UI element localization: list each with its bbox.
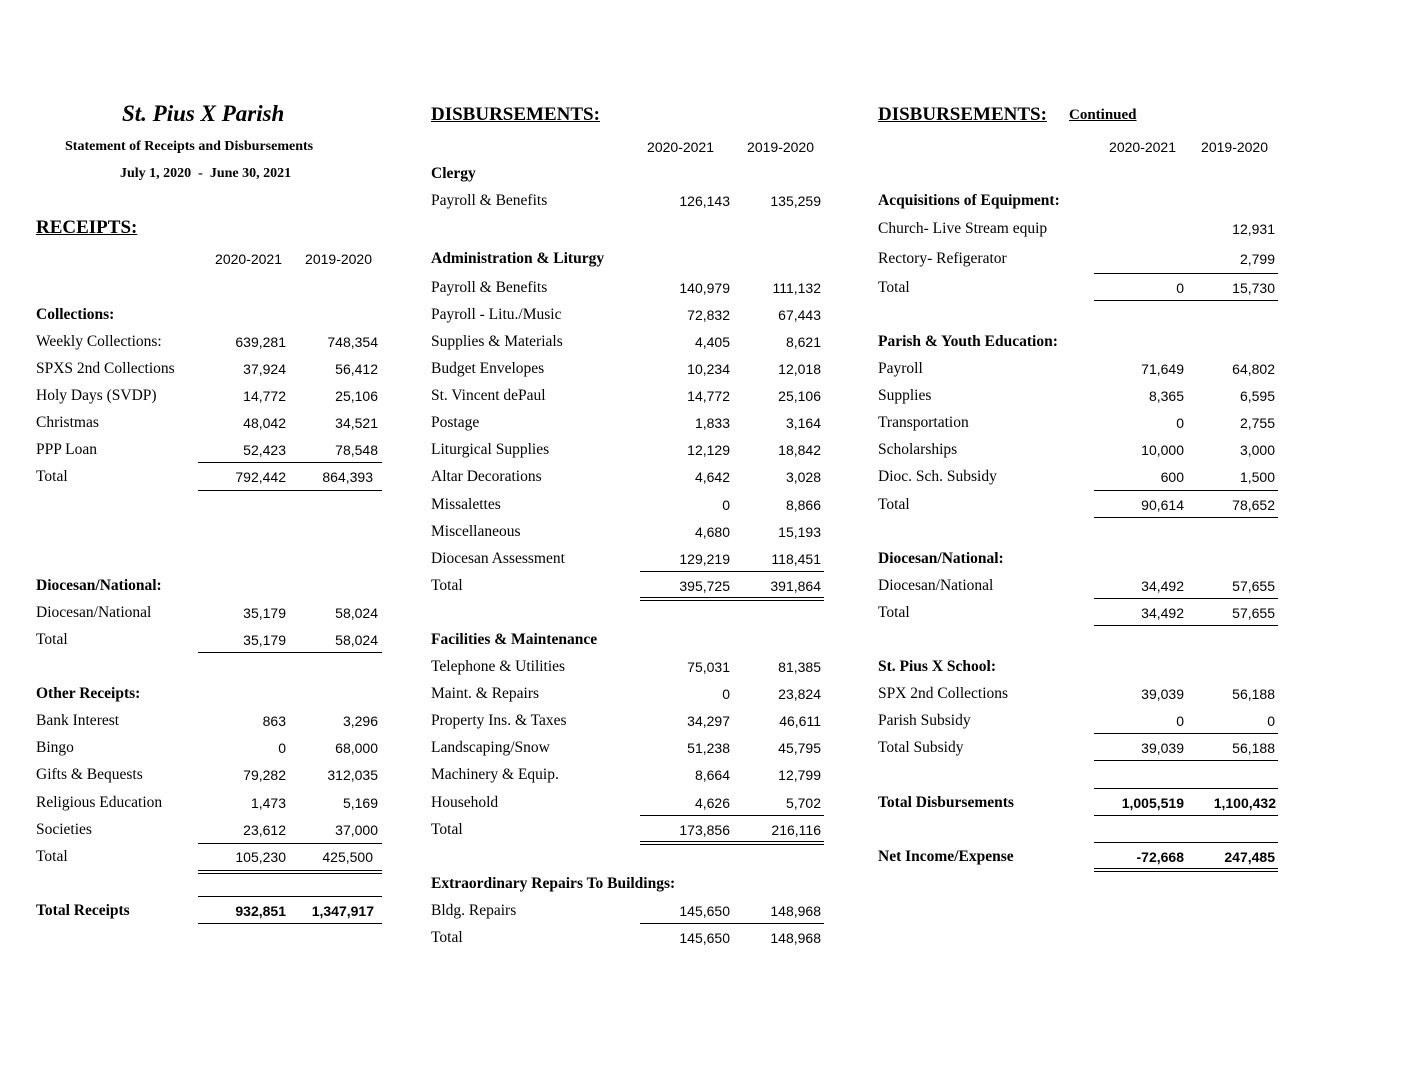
equipment-heading: Acquisitions of Equipment: [878,192,1060,209]
total-rule [198,652,382,653]
list-item-prior: 312,035 [327,767,378,783]
list-item-label: Payroll & Benefits [431,192,548,209]
parish-title: St. Pius X Parish [122,101,285,126]
list-item-current: 4,626 [694,795,730,811]
list-item-current: 48,042 [243,415,286,431]
list-item-label: Diocesan/National [36,604,152,621]
list-item-label: SPXS 2nd Collections [36,360,175,377]
list-item-prior: 46,611 [779,713,821,729]
list-item-prior: 25,106 [778,388,821,404]
list-item-label: Miscellaneous [431,523,521,540]
net-income-prior: 247,485 [1224,849,1275,865]
list-item-prior: 12,799 [778,767,821,783]
list-item-label: Budget Envelopes [431,360,545,377]
total-current: 34,492 [1141,605,1184,621]
list-item-label: Transportation [878,414,969,431]
list-item-current: 4,642 [694,469,730,485]
list-item-current: 79,282 [243,767,286,783]
list-item-label: Religious Education [36,794,163,811]
list-item-label: Dioc. Sch. Subsidy [878,468,997,485]
total-receipts-label: Total Receipts [36,902,130,919]
list-item-prior: 3,296 [342,713,378,729]
list-item-label: PPP Loan [36,441,98,458]
list-item-current: 10,234 [687,361,730,377]
list-item-label: Payroll - Litu./Music [431,306,562,323]
list-item-current: 23,612 [243,822,286,838]
list-item-current: 51,238 [687,740,730,756]
diocesan-heading: Diocesan/National: [36,577,162,594]
total-current: 105,230 [235,849,286,865]
list-item-current: 37,924 [243,361,286,377]
total-disbursements-prior: 1,100,432 [1213,795,1276,811]
list-item-prior: 148,968 [770,903,821,919]
list-item-current: 8,664 [694,767,730,783]
list-item-current: 34,297 [687,713,730,729]
receipts-heading: RECEIPTS: [36,217,138,238]
total-rule [640,815,824,816]
youth-education-heading: Parish & Youth Education: [878,333,1058,350]
list-item-current: 0 [722,497,730,513]
list-item-label: Payroll & Benefits [431,279,548,296]
list-item-label: Bank Interest [36,712,120,729]
disb2-year-prior: 2019-2020 [1201,139,1268,155]
list-item-prior: 12,931 [1232,221,1275,237]
total-label: Total [431,929,463,946]
list-item-current: 639,281 [235,334,286,350]
total-double-rule [640,597,824,601]
total-label: Total [431,821,463,838]
list-item-prior: 57,655 [1232,578,1275,594]
list-item-prior: 67,443 [778,307,821,323]
list-item-label: Societies [36,821,92,838]
list-item-current: 10,000 [1141,442,1184,458]
total-receipts-current: 932,851 [235,903,286,919]
list-item-prior: 6,595 [1239,388,1275,404]
list-item-prior: 135,259 [770,193,821,209]
list-item-label: Altar Decorations [431,468,542,485]
list-item-prior: 118,451 [771,551,821,567]
list-item-current: 600 [1160,469,1184,485]
list-item-label: Church- Live Stream equip [878,220,1048,237]
list-item-label: Household [431,794,499,811]
list-item-current: 126,143 [679,193,730,209]
list-item-prior: 2,799 [1239,251,1275,267]
list-item-prior: 78,548 [335,442,378,458]
total-current: 792,442 [235,469,286,485]
disb2-year-current: 2020-2021 [1109,139,1176,155]
total-rule [1094,517,1278,518]
total-rule [198,490,382,491]
total-disbursements-label: Total Disbursements [878,794,1014,811]
list-item-label: St. Vincent dePaul [431,387,546,404]
total-prior: 864,393 [322,469,373,485]
list-item-label: Property Ins. & Taxes [431,712,567,729]
list-item-label: Machinery & Equip. [431,766,559,783]
list-item-prior: 2,755 [1239,415,1275,431]
list-item-prior: 5,702 [785,795,821,811]
list-item-label: Landscaping/Snow [431,739,550,756]
list-item-prior: 0 [1267,713,1275,729]
total-rule [1094,842,1278,843]
total-rule [1094,625,1278,626]
total-double-rule [1094,868,1278,872]
clergy-heading: Clergy [431,165,476,182]
continued-label: Continued [1069,107,1137,123]
total-rule [198,923,382,924]
list-item-current: 14,772 [687,388,730,404]
list-item-label: Maint. & Repairs [431,685,540,702]
list-item-prior: 12,018 [778,361,821,377]
list-item-prior: 3,000 [1239,442,1275,458]
total-label: Total [36,631,68,648]
list-item-current: 35,179 [243,605,286,621]
list-item-current: 1,473 [250,795,286,811]
school-heading: St. Pius X School: [878,658,996,675]
total-rule [1094,300,1278,301]
statement-subtitle: Statement of Receipts and Disbursements [65,139,314,154]
diocesan-disb-heading: Diocesan/National: [878,550,1004,567]
list-item-prior: 5,169 [342,795,378,811]
list-item-prior: 23,824 [778,686,821,702]
total-label: Total [431,577,463,594]
disb-year-current: 2020-2021 [647,139,714,155]
list-item-current: 4,680 [694,524,730,540]
total-label: Total Subsidy [878,739,964,756]
list-item-prior: 18,842 [778,442,821,458]
list-item-label: Diocesan Assessment [431,550,565,567]
list-item-prior: 37,000 [335,822,378,838]
list-item-label: Holy Days (SVDP) [36,387,157,404]
list-item-prior: 64,802 [1232,361,1275,377]
total-rule [1094,733,1278,734]
list-item-current: 14,772 [243,388,286,404]
list-item-current: 0 [1176,713,1184,729]
disb-year-prior: 2019-2020 [747,139,814,155]
list-item-current: 71,649 [1141,361,1184,377]
list-item-current: 1,833 [694,415,730,431]
receipts-year-current: 2020-2021 [215,251,282,267]
statement-period: July 1, 2020 - June 30, 2021 [120,166,292,181]
list-item-label: Payroll [878,360,923,377]
net-income-current: -72,668 [1136,849,1184,865]
total-current: 173,856 [679,822,730,838]
list-item-prior: 81,385 [778,659,821,675]
total-label: Total [878,496,910,513]
total-rule [1094,598,1278,599]
list-item-prior: 3,164 [785,415,821,431]
list-item-label: Christmas [36,414,99,431]
list-item-current: 4,405 [694,334,730,350]
list-item-prior: 111,132 [772,280,821,296]
list-item-current: 0 [278,740,286,756]
list-item-label: Weekly Collections: [36,333,162,350]
facilities-heading: Facilities & Maintenance [431,631,598,648]
list-item-current: 145,650 [679,903,730,919]
admin-heading: Administration & Liturgy [431,250,605,267]
total-rule [640,571,824,572]
extraordinary-heading: Extraordinary Repairs To Buildings: [431,875,676,892]
list-item-label: Bingo [36,739,74,756]
list-item-label: Supplies & Materials [431,333,563,350]
list-item-prior: 15,193 [778,524,821,540]
list-item-label: Bldg. Repairs [431,902,517,919]
total-prior: 425,500 [322,849,373,865]
total-double-rule [198,870,382,874]
list-item-current: 863 [262,713,286,729]
list-item-label: Gifts & Bequests [36,766,143,783]
list-item-label: Supplies [878,387,932,404]
list-item-prior: 45,795 [778,740,821,756]
list-item-prior: 748,354 [327,334,378,350]
receipts-year-prior: 2019-2020 [305,251,372,267]
list-item-label: SPX 2nd Collections [878,685,1009,702]
total-rule [640,923,824,924]
list-item-current: 0 [1176,415,1184,431]
total-current: 0 [1176,280,1184,296]
total-label: Total [36,468,68,485]
total-rule [1094,788,1278,789]
total-prior: 57,655 [1232,605,1275,621]
list-item-prior: 8,866 [785,497,821,513]
list-item-label: Scholarships [878,441,958,458]
list-item-current: 129,219 [679,551,730,567]
total-rule [1094,273,1278,274]
net-income-label: Net Income/Expense [878,848,1014,865]
total-label: Total [878,279,910,296]
disbursements-heading: DISBURSEMENTS: [431,104,600,125]
total-prior: 148,968 [770,930,821,946]
list-item-label: Rectory- Refigerator [878,250,1007,267]
total-double-rule [640,841,824,845]
total-rule [198,843,382,844]
total-prior: 58,024 [335,632,378,648]
list-item-prior: 25,106 [335,388,378,404]
total-prior: 216,116 [771,822,821,838]
list-item-label: Liturgical Supplies [431,441,550,458]
list-item-label: Parish Subsidy [878,712,971,729]
list-item-prior: 58,024 [335,605,378,621]
list-item-prior: 1,500 [1239,469,1275,485]
list-item-current: 34,492 [1141,578,1184,594]
total-current: 90,614 [1141,497,1184,513]
list-item-label: Postage [431,414,480,431]
total-prior: 15,730 [1232,280,1275,296]
list-item-prior: 34,521 [335,415,378,431]
list-item-current: 39,039 [1141,686,1184,702]
list-item-prior: 68,000 [335,740,378,756]
list-item-current: 8,365 [1148,388,1184,404]
total-prior: 56,188 [1232,740,1275,756]
list-item-label: Telephone & Utilities [431,658,566,675]
list-item-current: 12,129 [687,442,730,458]
total-prior: 391,864 [770,578,821,594]
list-item-current: 75,031 [687,659,730,675]
disbursements-continued-heading: DISBURSEMENTS: [878,104,1047,125]
total-receipts-prior: 1,347,917 [311,903,374,919]
list-item-current: 72,832 [687,307,730,323]
list-item-current: 0 [722,686,730,702]
list-item-prior: 3,028 [785,469,821,485]
total-prior: 78,652 [1232,497,1275,513]
list-item-prior: 8,621 [785,334,821,350]
other-receipts-heading: Other Receipts: [36,685,141,702]
total-rule [1094,490,1278,491]
total-current: 39,039 [1141,740,1184,756]
list-item-current: 140,979 [679,280,730,296]
total-current: 395,725 [679,578,730,594]
total-current: 145,650 [679,930,730,946]
collections-heading: Collections: [36,306,115,323]
total-rule [1094,815,1278,816]
total-rule [1094,760,1278,761]
list-item-prior: 56,412 [335,361,378,377]
total-label: Total [878,604,910,621]
total-disbursements-current: 1,005,519 [1121,795,1184,811]
total-label: Total [36,848,68,865]
total-rule [198,462,382,463]
list-item-label: Missalettes [431,496,501,513]
list-item-label: Diocesan/National [878,577,994,594]
list-item-prior: 56,188 [1232,686,1275,702]
total-rule [198,896,382,897]
list-item-current: 52,423 [243,442,286,458]
total-current: 35,179 [243,632,286,648]
